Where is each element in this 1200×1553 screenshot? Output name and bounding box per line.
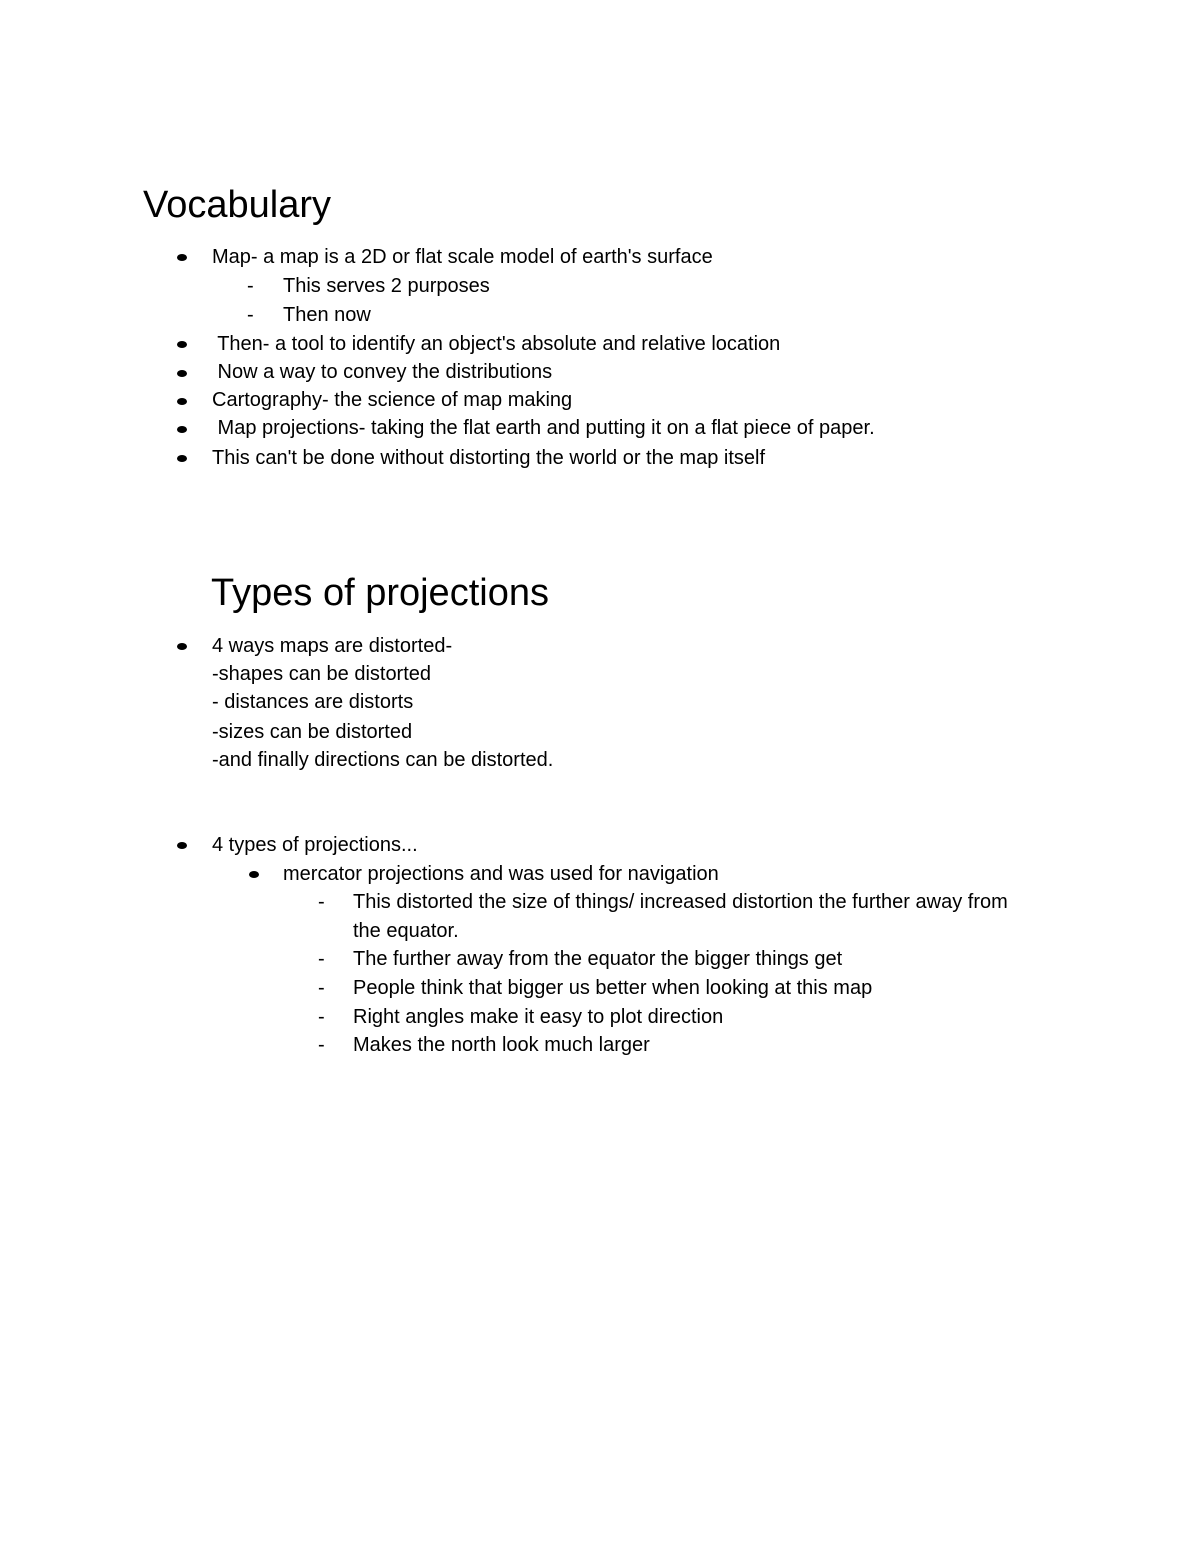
vocab-item-distortion: This can't be done without distorting the world or the map itself <box>212 447 765 469</box>
distortion-directions: -and finally directions can be distorted. <box>212 749 554 771</box>
dash-icon: - <box>318 1034 325 1056</box>
vocab-item-then: Then- a tool to identify an object's absolute and relative location <box>212 333 781 355</box>
dash-icon: - <box>247 304 254 326</box>
dash-icon: - <box>247 275 254 297</box>
mercator-point-size: This distorted the size of things/ increased distortion the further away from <box>353 891 1008 913</box>
bullet-icon <box>177 455 187 462</box>
dash-icon: - <box>318 891 325 913</box>
vocab-subitem-purposes: This serves 2 purposes <box>283 275 490 297</box>
mercator-item: mercator projections and was used for navigation <box>283 863 719 885</box>
mercator-point-size-continued: the equator. <box>353 920 459 942</box>
vocab-item-now: Now a way to convey the distributions <box>212 361 553 383</box>
dash-icon: - <box>318 948 325 970</box>
bullet-icon <box>177 370 187 377</box>
vocab-subitem-then-now: Then now <box>283 304 371 326</box>
mercator-point-equator: The further away from the equator the bigger things get <box>353 948 843 970</box>
dash-icon: - <box>318 977 325 999</box>
bullet-icon <box>177 341 187 348</box>
vocabulary-heading: Vocabulary <box>143 184 332 226</box>
bullet-icon <box>177 426 187 433</box>
projections-heading: Types of projections <box>211 572 549 614</box>
distortion-distances: - distances are distorts <box>212 691 414 713</box>
bullet-icon <box>177 643 187 650</box>
vocab-item-cartography: Cartography- the science of map making <box>212 389 573 411</box>
distortion-sizes: -sizes can be distorted <box>212 721 413 743</box>
bullet-icon <box>249 871 259 878</box>
vocab-item-map-projections: Map projections- taking the flat earth and putting it on a flat piece of paper. <box>212 417 875 439</box>
mercator-point-north: Makes the north look much larger <box>353 1034 650 1056</box>
dash-icon: - <box>318 1006 325 1028</box>
bullet-icon <box>177 254 187 261</box>
vocab-item-map: Map- a map is a 2D or flat scale model of earth's surface <box>212 246 713 268</box>
projection-types-intro: 4 types of projections... <box>212 834 418 856</box>
distortion-shapes: -shapes can be distorted <box>212 663 432 685</box>
distortion-intro: 4 ways maps are distorted- <box>212 635 453 657</box>
bullet-icon <box>177 842 187 849</box>
bullet-icon <box>177 398 187 405</box>
mercator-point-right-angles: Right angles make it easy to plot direction <box>353 1006 724 1028</box>
mercator-point-bigger: People think that bigger us better when looking at this map <box>353 977 873 999</box>
